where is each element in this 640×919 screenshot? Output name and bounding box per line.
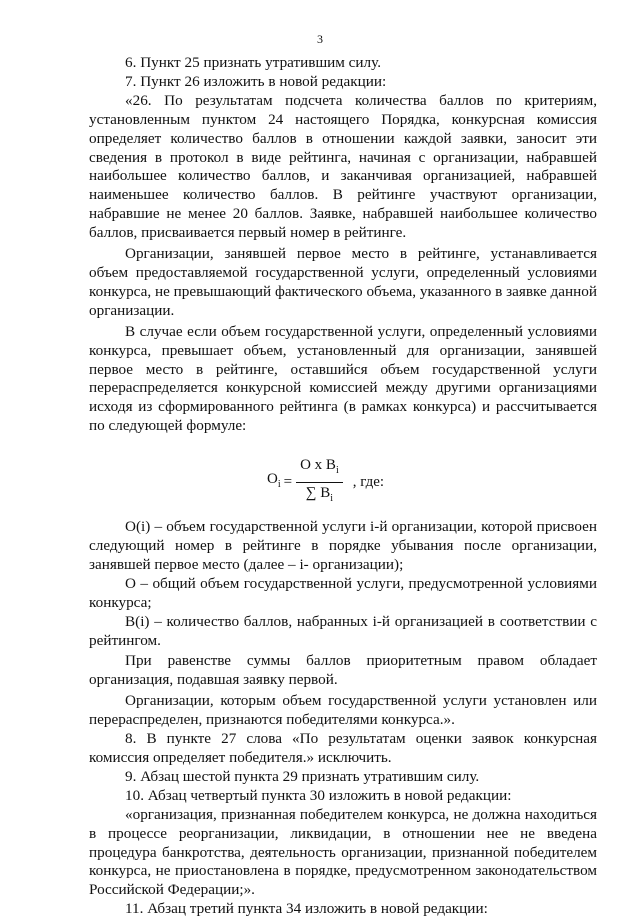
formula-equals: = bbox=[283, 474, 293, 491]
paragraph: Организации, занявшей первое место в рейтинге, устанавливается объем предоставляемой государственной услуги, определенный условиями конкурса, не превышающий фактического объема, указанного в заявке данной организации. bbox=[89, 245, 597, 319]
paragraph: 7. Пункт 26 изложить в новой редакции: bbox=[125, 72, 387, 90]
paragraph: B(i) – количество баллов, набранных i-й организацией в соответствии с рейтингом. bbox=[89, 612, 597, 649]
paragraph: O(i) – объем государственной услуги i-й организации, которой присвоен следующий номер в рейтинге в порядке убывания после организации, занявшей первое место (далее – i- организации); bbox=[89, 518, 597, 573]
paragraph: При равенстве суммы баллов приоритетным правом обладает организация, подавшая заявку первой. bbox=[89, 652, 597, 689]
paragraph: «организация, признанная победителем конкурса, не должна находиться в процессе реорганизации, ликвидации, в отношении нее не введена процедура банкротства, деятельность организации, признанной победителем конкурса, не приостановлена в порядке, предусмотренном законодательством Российской Федерации;». bbox=[89, 805, 597, 899]
paragraph: Организации, которым объем государственной услуги установлен или перераспределен, признаются победителями конкурса.». bbox=[89, 692, 597, 729]
paragraph: «26. По результатам подсчета количества баллов по критериям, установленным пунктом 24 настоящего Порядка, конкурсная комиссия определяет количество баллов в отношении каждой заявки, заносит эти сведения в протокол в виде рейтинга, начиная с организации, набравшей наибольшее количество баллов, и заканчивая организацией, набравшей наименьшее количество баллов. В рейтинге участвуют организации, набравшие не менее 20 баллов. Заявке, набравшей наибольшее количество баллов, присваивается первый номер в рейтинге. bbox=[89, 91, 597, 242]
paragraph: 9. Абзац шестой пункта 29 признать утратившим силу. bbox=[125, 767, 480, 785]
formula bbox=[89, 436, 597, 518]
page-number: 3 bbox=[317, 32, 323, 46]
paragraph: 10. Абзац четвертый пункта 30 изложить в новой редакции: bbox=[125, 786, 512, 804]
formula-numerator: O x $B_i$ bbox=[296, 456, 343, 483]
paragraph: В случае если объем государственной услуги, определенный условиями конкурса, превышает объем, установленный для организации, занявшей первое место в рейтинге, оставшийся объем государственной услуги перераспределяется конкурсной комиссией между другими организациями исходя из сформированного рейтинга (в рамках конкурса) и рассчитывается по следующей формуле: bbox=[89, 322, 597, 435]
paragraph: 6. Пункт 25 признать утратившим силу. bbox=[125, 54, 381, 71]
paragraph: 8. В пункте 27 слова «По результатам оценки заявок конкурсная комиссия определяет победителя.» исключить. bbox=[89, 730, 597, 766]
formula-denominator: ∑ $B_i$ bbox=[305, 485, 334, 505]
formula-fraction bbox=[296, 456, 343, 509]
paragraph: O – общий объем государственной услуги, предусмотренной условиями конкурса; bbox=[89, 574, 597, 611]
formula-tail: , где: bbox=[352, 474, 385, 491]
document-body bbox=[89, 54, 597, 919]
formula-lhs: $O_i$ bbox=[267, 471, 281, 491]
paragraph: 11. Абзац третий пункта 34 изложить в новой редакции: bbox=[125, 900, 488, 918]
